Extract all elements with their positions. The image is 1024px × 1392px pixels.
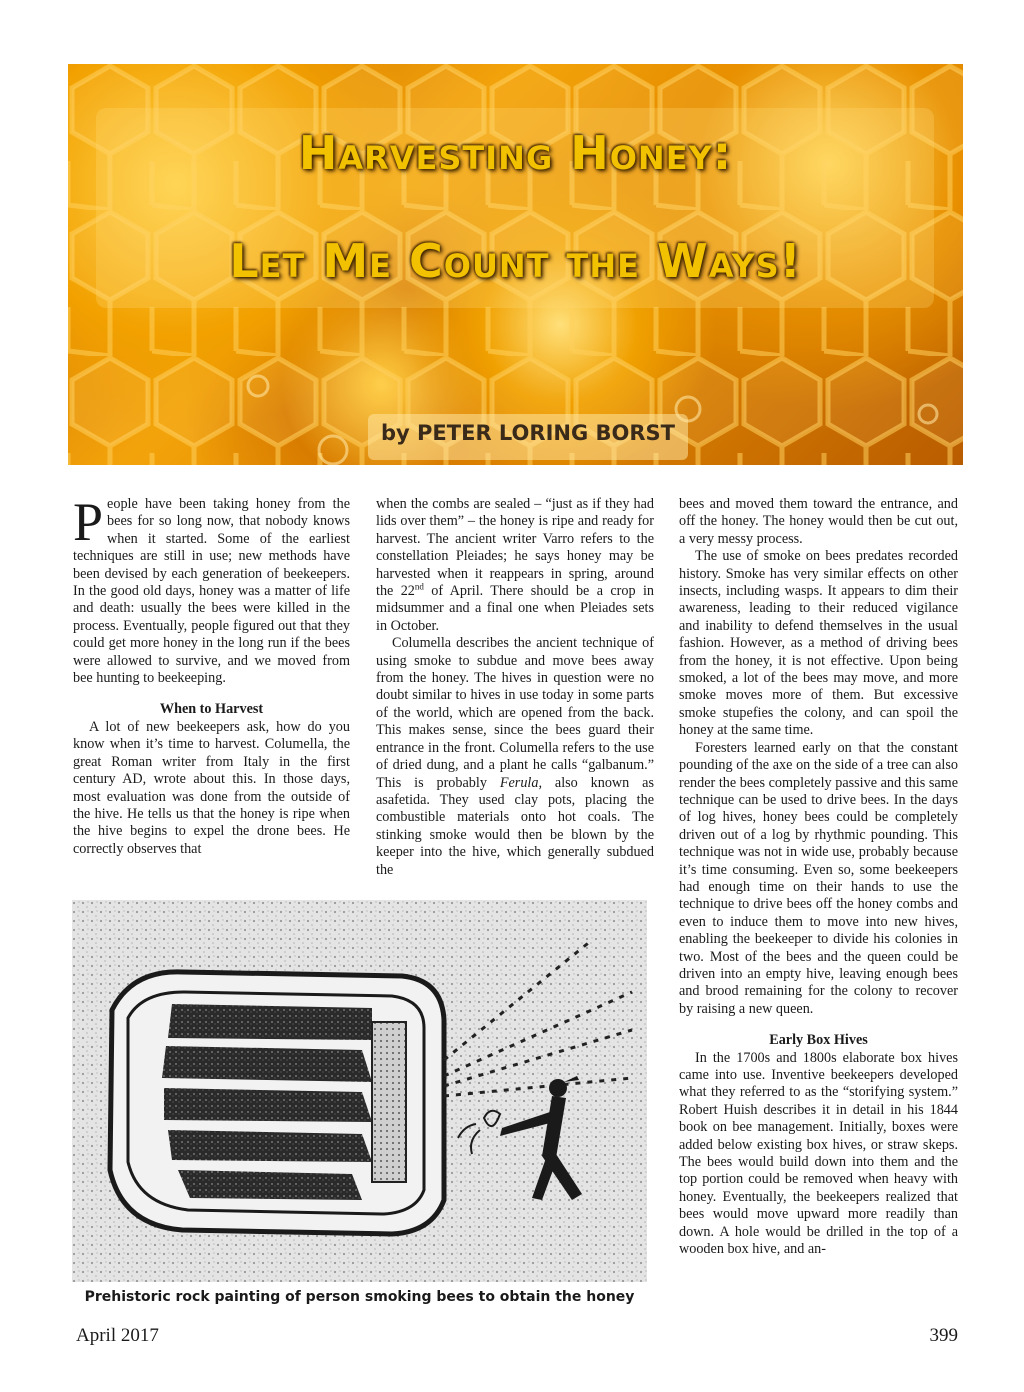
drop-cap: P [73, 492, 104, 552]
paragraph: The use of smoke on bees predates recorded history. Smoke has very similar effects on other insects, including wasps. It appears to dim their awareness, leading to their reduced vigilance and inability to defend themselves in the usual fashion. However, as a method of driving bees from the honey, it is not effective. Upon being smoked, a lot of the bees may move, and more smoke moves more of them. But excessive smoke stupefies the colony, and can spoil the honey at the same time. [679, 548, 958, 739]
figure-caption: Prehistoric rock painting of person smoking bees to obtain the honey [84, 1289, 635, 1305]
article-column-2 [376, 496, 654, 879]
paragraph [376, 496, 654, 635]
article-title-line-1: Harvesting Honey: [298, 126, 733, 180]
article-column-3 [679, 496, 958, 1258]
paragraph [376, 635, 654, 879]
paragraph: In the 1700s and 1800s elaborate box hives came into use. Inventive beekeepers developed what they referred to as the “storifying system.” Robert Huish describes it in detail in his 1844 book on bee management. Initially, boxes were added below existing box hives, or straw skeps. The bees would build down into them and the top portion could be removed when heavy with honey. Eventually, the beekeepers realized that bees would move upward more readily than down. A hole would be drilled in the top of a wooden box hive, and an- [679, 1049, 958, 1258]
paragraph: A lot of new beekeepers ask, how do you know when it’s time to harvest. Columella, the great Roman writer from Italy in the first century AD, wrote about this. In those days, most evaluation was done from the outside of the hive. He tells us that the honey is ripe when the hive begins to expel the drone bees. He correctly observes that [73, 718, 350, 857]
paragraph: Foresters learned early on that the constant pounding of the axe on the side of a tree can also render the bees completely passive and this same technique can be used to drive bees. In the days of log hives, honey bees could be completely driven out of a log by rhythmic pounding. This technique was not in wide use, probably because it’s time consuming. Even so, some beekeepers had enough time on their hands to use the technique to drive bees off the honey combs and even to induce them to move into new hives, enabling the beekeeper to divide his colonies in two. Most of the bees and the queen could be driven into an empty hive, leaving enough bees and brood remaining for the colony to recover by raising a new queen. [679, 739, 958, 1017]
italic-term: Ferula, [499, 774, 542, 791]
rock-painting-image [72, 900, 647, 1282]
text-run: Columella describes the ancient technique of using smoke to subdue and move bees away from the honey. The hives in question were no doubt similar to hives in use today in some parts of the world, which are opened from the back. This makes sense, since the bees guard their entrance in the front. Columella refers to the use of dried dung, and a plant he calls “galbanum.” This is probably [376, 635, 654, 791]
rock-painting-figure [72, 900, 647, 1282]
text-run: of April. There should be a crop in midsummer and a final one when Pleiades sets in October. [376, 583, 655, 634]
article-title-line-2: Let Me Count the Ways! [229, 234, 802, 288]
section-heading-when-to-harvest: When to Harvest [159, 701, 264, 718]
article-column-1 [73, 492, 350, 858]
text-run: also known as asafetida. They used clay pots, placing the combustible materials onto hot coals. The stinking smoke would then be blown by the keeper into the hive, which generally subdued the [376, 774, 654, 878]
paragraph: bees and moved them toward the entrance, and off the honey. The honey would then be cut out, a very messy process. [679, 496, 958, 547]
page-number: 399 [929, 1325, 958, 1346]
intro-text: eople have been taking honey from the bees for so long now, that nobody knows when it started. Some of the earliest techniques are still in use; new methods have been devised by each generation of beekeepers. In the good old days, honey was a matter of life and death: usually the bees were killed in the process. Eventually, people figured out that they could get more honey in the long run if the bees were allowed to survive, and we moved from bee hunting to beekeeping. [73, 496, 350, 687]
issue-date: April 2017 [76, 1325, 159, 1346]
section-heading-early-box-hives: Early Box Hives [769, 1032, 868, 1049]
text-run: when the combs are sealed – “just as if they had lids over them” – the honey is ripe and ready for harvest. The ancient writer Varro refers to the constellation Pleiades; he says honey may be harvested when it reappears in spring, around the 22 [376, 496, 654, 600]
hero-banner [68, 64, 963, 465]
intro-paragraph [73, 492, 350, 687]
byline: by PETER LORING BORST [381, 421, 675, 445]
ordinal-suffix: nd [414, 581, 424, 592]
